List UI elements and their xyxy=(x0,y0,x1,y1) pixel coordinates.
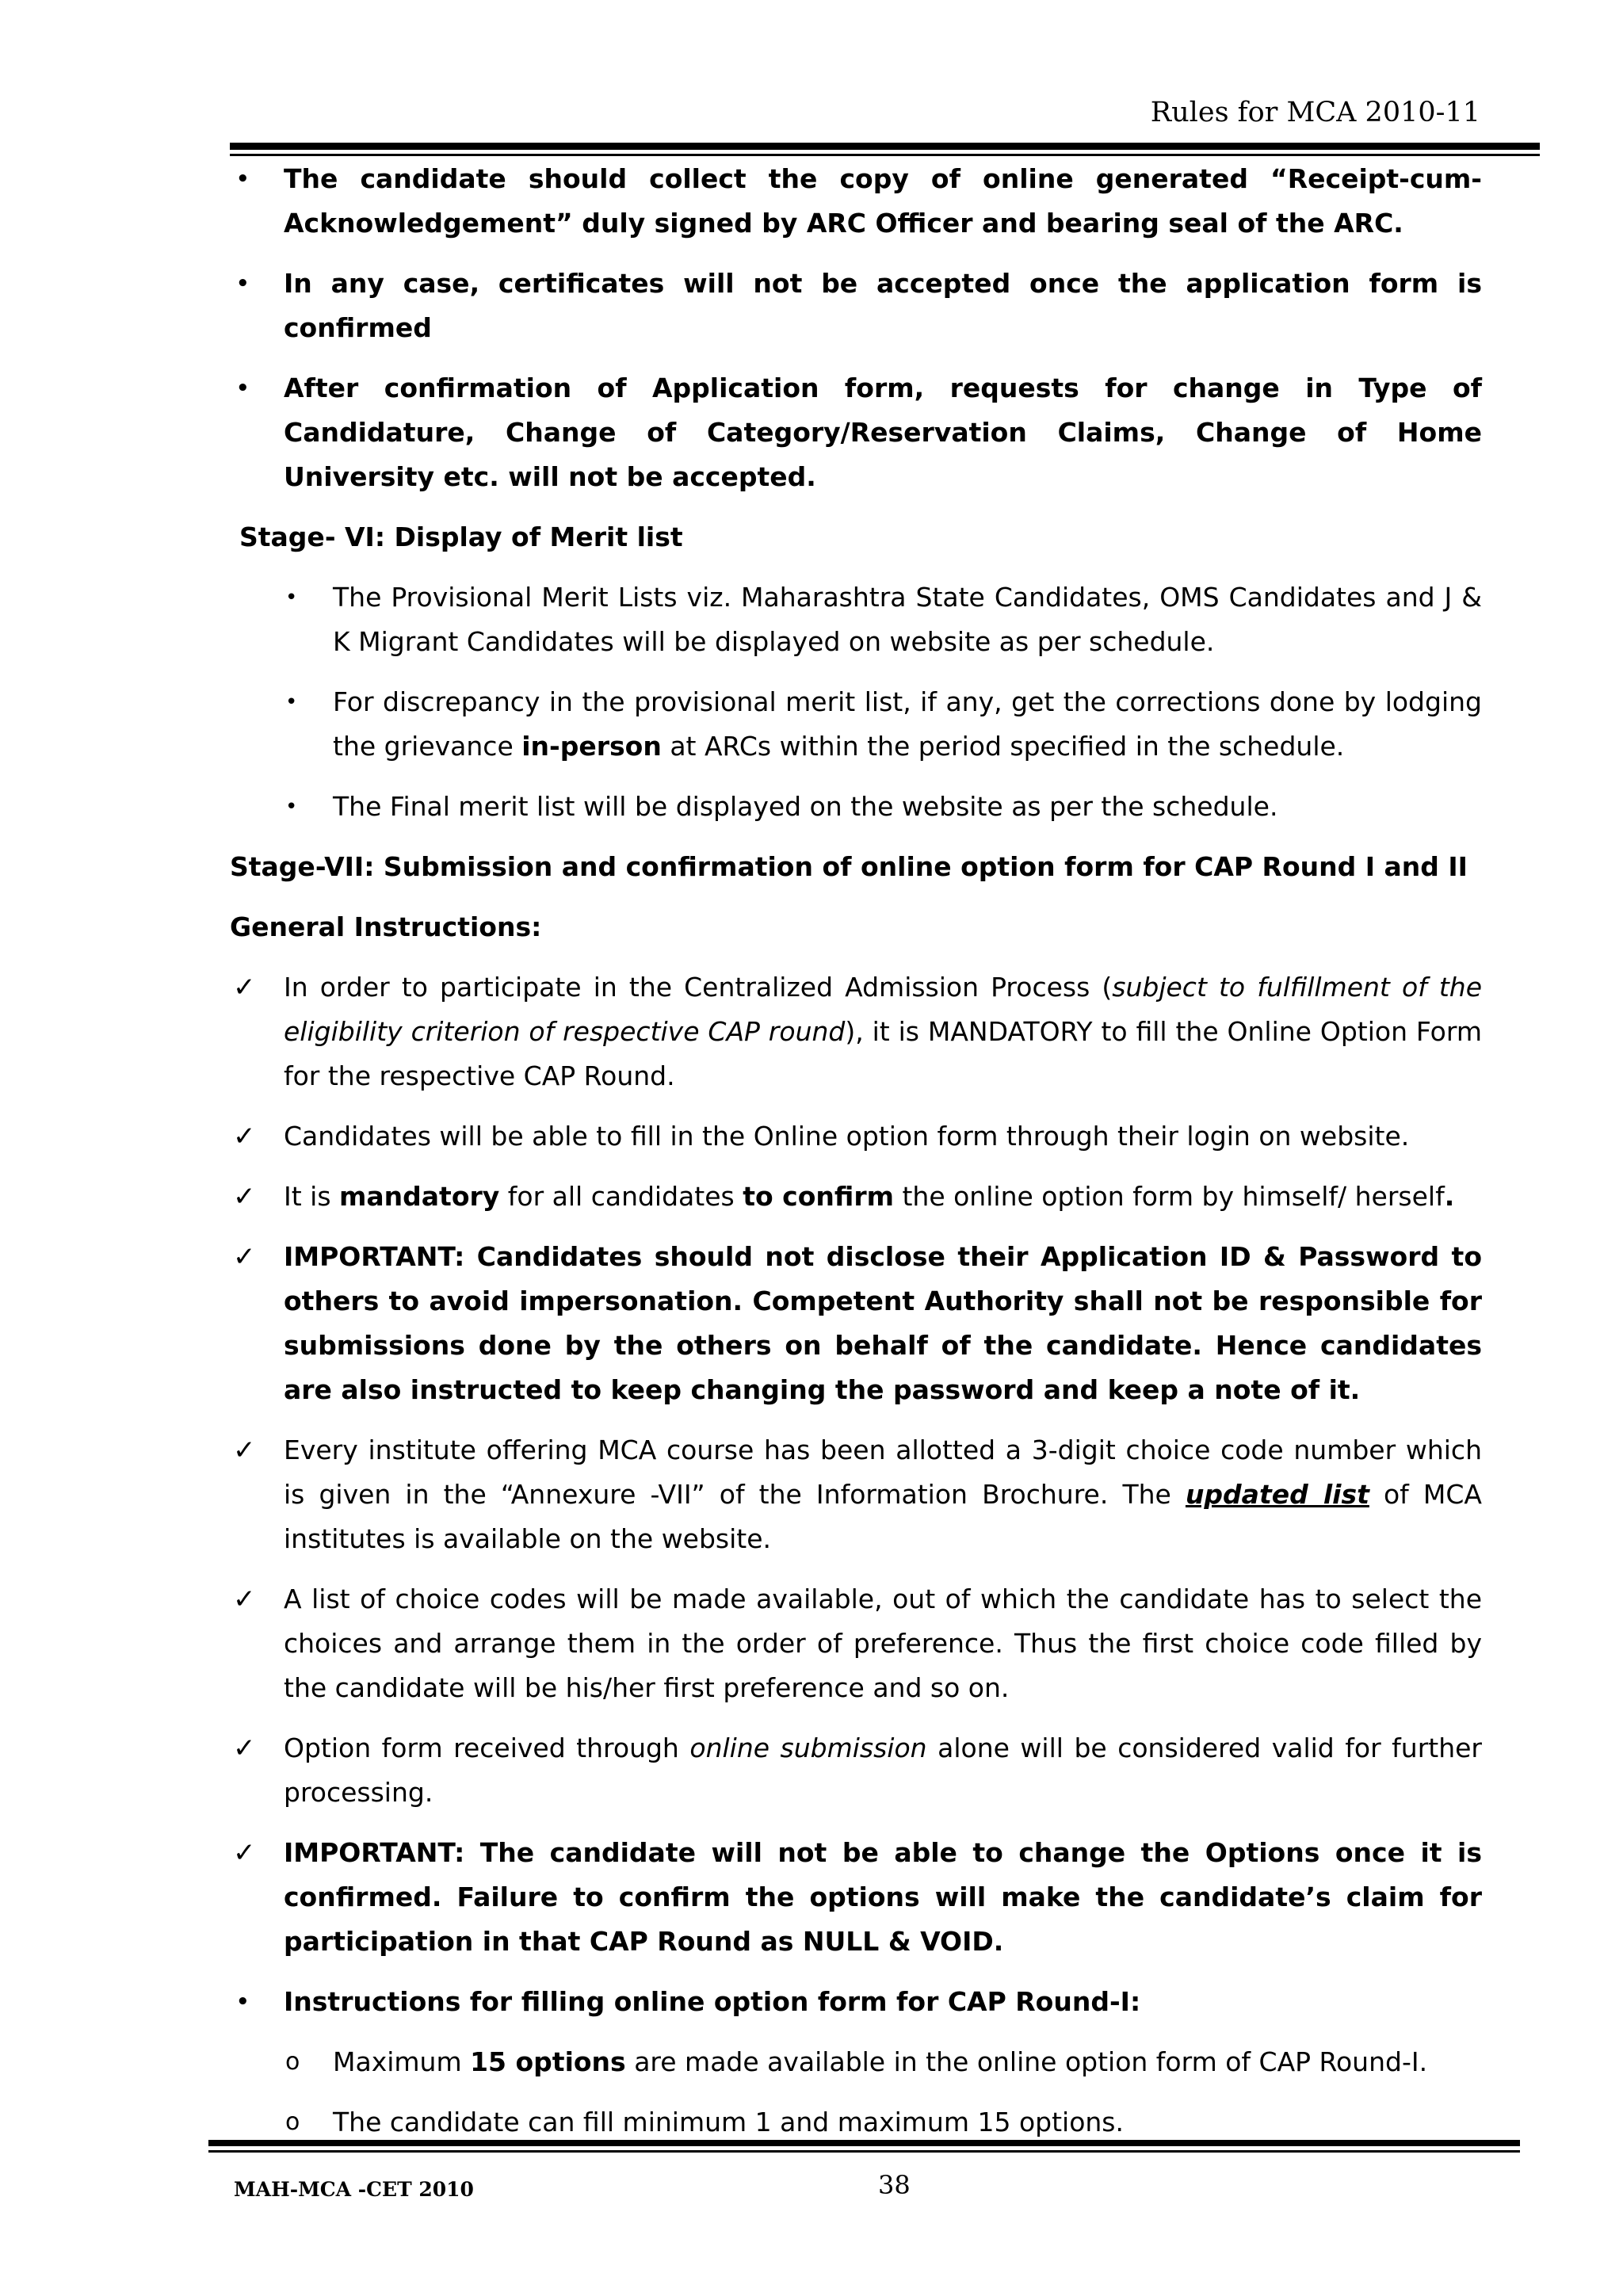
check-item-bold: . xyxy=(1444,1181,1455,1212)
check-icon: ✓ xyxy=(233,1584,256,1615)
intro-bullet-text: In any case, certificates will not be accepted once the application form is confirmed xyxy=(284,268,1482,343)
stage6-item-text: The Provisional Merit Lists viz. Maharashtra State Candidates, OMS Candidates and J & K Migrant Candidates will be displayed on website as per schedule. xyxy=(333,582,1482,657)
check-icon: ✓ xyxy=(233,1241,256,1273)
check-item-text: the online option form by himself/ herself xyxy=(893,1181,1445,1212)
check-item-text: IMPORTANT: Candidates should not disclose their Application ID & Password to others to avoid impersonation. Competent Authority shall not be responsible for submissions done by the others on behalf of the candidate. Hence candidates are also instructed to keep changing the password and keep a note of it. xyxy=(284,1241,1482,1405)
intro-bullet-text: After confirmation of Application form, requests for change in Type of Candidature, Change of Category/Reservation Claims, Change of Home University etc. will not be accepted. xyxy=(284,372,1482,492)
round1-heading xyxy=(230,1980,1482,2024)
bullet-icon: • xyxy=(236,1990,250,2014)
check-icon: ✓ xyxy=(233,1121,256,1152)
footer-exam-name: MAH-MCA -CET 2010 xyxy=(234,2178,474,2201)
stage7-heading: Stage-VII: Submission and confirmation of online option form for CAP Round I and II xyxy=(230,851,1468,882)
check-item-text: Option form received through xyxy=(284,1733,690,1763)
check-item-text: Every institute offering MCA course has been allotted a 3-digit choice code number which is given in the “Annexure -VII” of the Information Brochure. The xyxy=(284,1435,1482,1510)
stage6-item-2 xyxy=(230,680,1482,769)
stage6-item-text: at ARCs within the period specified in the schedule. xyxy=(661,731,1345,762)
footer-rule-thin xyxy=(208,2150,1520,2153)
stage6-item-3 xyxy=(230,785,1482,829)
check-item-2 xyxy=(230,1114,1482,1159)
round1-heading-text: Instructions for filling online option form for CAP Round-I: xyxy=(284,1986,1141,2017)
stage6-item-bold: in-person xyxy=(521,731,662,762)
check-item-text: of MCA institutes is available on the website. xyxy=(284,1479,1482,1554)
check-item-6 xyxy=(230,1577,1482,1710)
general-instructions-heading: General Instructions: xyxy=(230,911,542,942)
check-item-text: IMPORTANT: The candidate will not be able to change the Options once it is confirmed. Failure to confirm the options will make the candidate’s claim for participation in that CAP Round as NULL & VOID. xyxy=(284,1837,1482,1957)
check-icon: ✓ xyxy=(233,1181,256,1213)
bullet-icon: • xyxy=(285,690,298,714)
check-item-7 xyxy=(230,1726,1482,1815)
check-item-text: Candidates will be able to fill in the Online option form through their login on website. xyxy=(284,1121,1410,1152)
bullet-icon: • xyxy=(236,272,250,296)
round1-item-text: Maximum xyxy=(333,2046,471,2077)
check-icon: ✓ xyxy=(233,1733,256,1764)
check-item-text: In order to participate in the Centralized Admission Process ( xyxy=(284,972,1113,1003)
header-rule-thick xyxy=(230,143,1540,150)
check-item-italic: online submission xyxy=(689,1733,927,1763)
check-icon: ✓ xyxy=(233,972,256,1003)
check-item-bold: mandatory xyxy=(339,1181,500,1212)
intro-bullet-2 xyxy=(230,262,1482,350)
footer-rule-thick xyxy=(208,2140,1520,2146)
bullet-icon: • xyxy=(285,586,298,609)
check-item-bold: to confirm xyxy=(743,1181,894,1212)
intro-bullet-3 xyxy=(230,366,1482,499)
check-item-text: for all candidates xyxy=(499,1181,743,1212)
intro-bullet-text: The candidate should collect the copy of online generated “Receipt-cum-Acknowledgement” duly signed by ARC Officer and bearing seal of the ARC. xyxy=(284,163,1482,239)
round1-item-1 xyxy=(230,2040,1482,2084)
updated-list-link[interactable]: updated list xyxy=(1185,1479,1369,1510)
bullet-icon: • xyxy=(236,167,250,191)
bullet-icon: • xyxy=(236,376,250,400)
circle-bullet-icon: o xyxy=(285,2108,300,2136)
check-item-4-important xyxy=(230,1235,1482,1412)
page-header-title: Rules for MCA 2010-11 xyxy=(1150,97,1480,128)
check-icon: ✓ xyxy=(233,1837,256,1869)
circle-bullet-icon: o xyxy=(285,2048,300,2076)
check-icon: ✓ xyxy=(233,1435,256,1466)
round1-item-text: are made available in the online option form of CAP Round-I. xyxy=(625,2046,1428,2077)
check-item-text: ), it is MANDATORY to fill the Online Option Form for the respective CAP Round. xyxy=(284,1016,1483,1091)
check-item-text: It is xyxy=(284,1181,340,1212)
check-item-text: A list of choice codes will be made available, out of which the candidate has to select the choices and arrange them in the order of preference. Thus the first choice code filled by the candidate will be his/her first preference and so on. xyxy=(284,1584,1482,1703)
round1-item-text: The candidate can fill minimum 1 and maximum 15 options. xyxy=(333,2107,1124,2137)
stage6-heading: Stage- VI: Display of Merit list xyxy=(239,521,683,552)
stage6-item-text: The Final merit list will be displayed on the website as per the schedule. xyxy=(333,791,1278,822)
round1-item-bold: 15 options xyxy=(470,2046,626,2077)
intro-bullet-1 xyxy=(230,157,1482,246)
check-item-italic: subject to fulfillment of the eligibility criterion of respective CAP round xyxy=(284,972,1483,1047)
check-item-5 xyxy=(230,1428,1482,1561)
round1-item-2 xyxy=(230,2100,1482,2145)
page-number: 38 xyxy=(878,2170,911,2200)
check-item-text: alone will be considered valid for further processing. xyxy=(284,1733,1482,1808)
check-item-3 xyxy=(230,1175,1482,1219)
check-item-8-important xyxy=(230,1831,1482,1964)
check-item-1 xyxy=(230,965,1482,1098)
stage6-item-1 xyxy=(230,575,1482,664)
stage6-item-text: For discrepancy in the provisional merit list, if any, get the corrections done by lodging the grievance xyxy=(333,686,1482,762)
page-content xyxy=(230,155,1482,2160)
bullet-icon: • xyxy=(285,795,298,819)
